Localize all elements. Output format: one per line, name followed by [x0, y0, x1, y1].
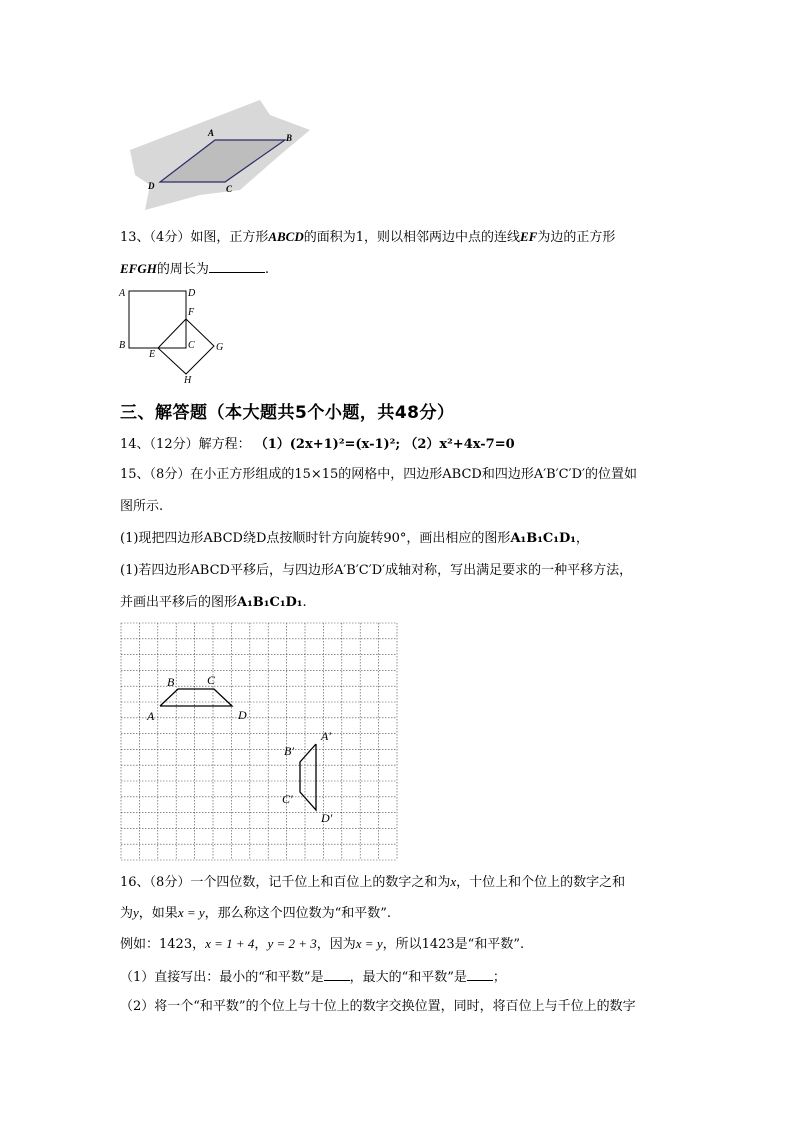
q16-because: ，因为	[316, 937, 356, 952]
q14-prefix: 14、（12分）解方程：	[120, 437, 251, 452]
q13-mid2: 为边的正方形	[537, 230, 616, 245]
grid-label-d: D	[238, 708, 247, 722]
question-16-line3	[120, 935, 524, 954]
question-15-line1: 15、（8分）在小正方形组成的15×15的网格中，四边形ABCD和四边形A′B′C′D′的位置如	[120, 467, 637, 482]
grid-label-a: A	[147, 709, 155, 723]
label-h: H	[184, 375, 192, 386]
q13-tail: 的周长为	[156, 262, 209, 277]
question-15-line5	[120, 594, 307, 612]
question-15-line2: 图所示.	[120, 499, 164, 514]
question-16-line1	[120, 873, 625, 892]
label-e: E	[149, 349, 156, 360]
q16-line2-tail: ，那么称这个四位数为“和平数”.	[204, 906, 392, 921]
q16-comma: ，	[254, 937, 268, 952]
q13-ef: EF	[520, 229, 538, 244]
label-b: B	[119, 340, 126, 351]
q16-line2-if: ，如果	[138, 906, 178, 921]
q16-line1-tail: ，十位上和个位上的数字之和	[456, 875, 626, 890]
grid-label-b-prime: B′	[284, 744, 294, 758]
q14-part2: （2）x²+4x-7=0	[404, 437, 515, 452]
answer-blank[interactable]	[209, 259, 265, 273]
label-d: D	[188, 288, 196, 299]
q13-end: .	[264, 262, 269, 277]
question-13-line2	[120, 259, 269, 279]
q16-part1-end: ；	[492, 970, 506, 985]
q16-conclusion: ，所以1423是“和平数”.	[382, 937, 525, 952]
grid-lines	[121, 623, 397, 860]
quadrilateral-abcd	[160, 689, 232, 706]
q16-x-sum: x = 1 + 4	[205, 936, 255, 951]
q16-line1-text: 16、（8分）一个四位数，记千位上和百位上的数字之和为	[120, 875, 451, 890]
q16-part1-min: （1）直接写出：最小的“和平数”是	[120, 970, 324, 985]
q16-y-sum: y = 2 + 3	[267, 936, 317, 951]
grid-label-a-prime: A′	[321, 729, 331, 743]
q15-line3-end: ，	[575, 531, 589, 546]
figure-squares	[115, 282, 235, 387]
label-g: G	[216, 342, 224, 353]
q16-x-eq-y-2: x = y	[355, 936, 383, 951]
question-16-line2	[120, 904, 391, 923]
label-b: B	[286, 133, 293, 143]
grid-label-c: C	[207, 673, 216, 687]
figure-parallelogram-plane	[120, 95, 320, 220]
q16-line2-text: 为	[120, 906, 134, 921]
grid-label-d-prime: D′	[321, 811, 333, 825]
question-15-line3	[120, 530, 589, 548]
q13-efgh: EFGH	[120, 261, 157, 276]
label-d: D	[148, 181, 155, 191]
q15-line5-figure: A₁B₁C₁D₁	[237, 595, 303, 610]
label-c: C	[226, 184, 233, 194]
q16-x: x	[450, 874, 457, 889]
label-a: A	[119, 288, 126, 299]
q16-part1-max: ，最大的“和平数”是	[349, 970, 467, 985]
q15-line3-text: (1)现把四边形ABCD绕D点按顺时针方向旋转90°，画出相应的图形	[120, 531, 511, 546]
label-f: F	[188, 307, 195, 318]
q13-abcd: ABCD	[268, 229, 304, 244]
grid-figure	[120, 622, 400, 862]
question-14	[120, 436, 515, 454]
grid-label-b: B	[167, 675, 175, 689]
q15-line5-end: .	[302, 595, 307, 610]
label-a: A	[208, 128, 215, 138]
question-16-line4	[120, 967, 506, 987]
q13-mid1: 的面积为1，则以相邻两边中点的连线	[303, 230, 521, 245]
question-15-line4: (1)若四边形ABCD平移后，与四边形A′B′C′D′成轴对称，写出满足要求的一种平移方法，	[120, 563, 633, 578]
q14-part1: （1）(2x+1)²=(x-1)²;	[254, 437, 401, 452]
q16-example: 例如：1423，	[120, 937, 206, 952]
square-abcd	[129, 291, 186, 348]
q15-line5-text: 并画出平移后的图形	[120, 595, 238, 610]
q16-x-eq-y: x = y	[177, 905, 205, 920]
grid-label-c-prime: C′	[282, 792, 293, 806]
answer-blank-min[interactable]	[324, 967, 350, 981]
q15-line3-figure: A₁B₁C₁D₁	[510, 531, 576, 546]
section-title: 三、解答题（本大题共5个小题，共48分）	[120, 403, 455, 423]
question-13-line1	[120, 228, 615, 247]
q13-prefix: 13、（4分）如图，正方形	[120, 230, 269, 245]
answer-blank-max[interactable]	[467, 967, 493, 981]
label-c: C	[188, 340, 195, 351]
q16-y: y	[133, 905, 139, 920]
quadrilateral-a2b2c2d2	[300, 744, 316, 810]
question-16-line5: （2）将一个“和平数”的个位上与十位上的数字交换位置，同时，将百位上与千位上的数字	[120, 999, 636, 1014]
